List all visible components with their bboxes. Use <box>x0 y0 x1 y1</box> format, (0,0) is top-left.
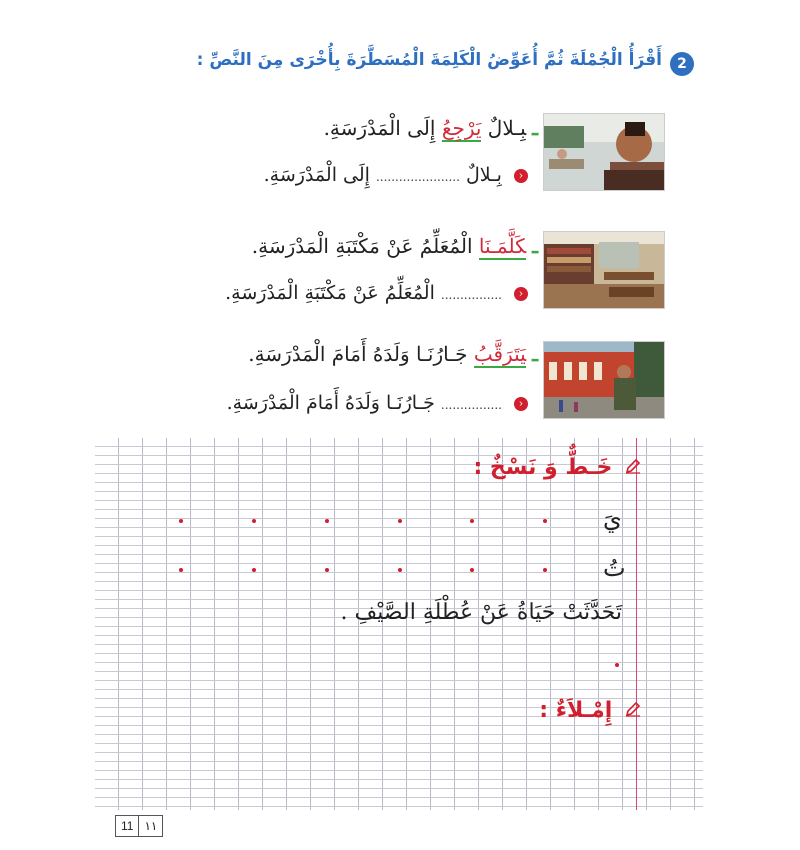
guide-dot <box>470 568 474 572</box>
dash-bullet: ـ <box>532 116 538 140</box>
guide-dot <box>543 519 547 523</box>
practice-letter-ta: تُ <box>603 554 626 582</box>
pencil-icon <box>624 456 642 481</box>
blank-part: بِـلالٌ <box>465 164 502 186</box>
exercise-1-sentence <box>324 116 538 140</box>
underlined-word: يَتَرَقَّبُ <box>473 342 527 366</box>
guide-dot <box>398 519 402 523</box>
guide-dot <box>325 519 329 523</box>
guide-dot <box>615 663 619 667</box>
page-number-latin: 11 <box>116 816 139 836</box>
page-number-box <box>115 815 163 837</box>
exercise-1-blank <box>264 164 528 186</box>
page-number-arabic: ١١ <box>144 819 158 833</box>
exercise-2-blank <box>225 282 528 304</box>
sentence-part: بِـلالٌ <box>487 116 527 140</box>
photo-school-library <box>543 231 665 309</box>
instruction-header <box>196 50 687 72</box>
writing-title-text: خَـطٌّ وَ نَسْخٌ : <box>473 455 613 480</box>
photo-boy-in-classroom <box>543 113 665 191</box>
pencil-icon <box>624 699 642 724</box>
guide-dot <box>179 568 183 572</box>
blank-part: جَـارُنَـا وَلَدَهُ أَمَامَ الْمَدْرَسَةِ. <box>226 392 435 414</box>
dash-bullet: ـ <box>532 234 538 258</box>
writing-section-title <box>473 455 642 481</box>
guide-dot <box>325 568 329 572</box>
exercise-2-sentence <box>252 234 538 258</box>
fill-in-dots[interactable]: ................ <box>440 398 502 412</box>
guide-dot <box>179 519 183 523</box>
guide-dot <box>470 519 474 523</box>
photo-school-building <box>543 341 665 419</box>
underlined-word: يَرْجِعُ <box>441 116 482 140</box>
sentence-part: إِلَى الْمَدْرَسَةِ. <box>323 116 436 140</box>
dash-bullet: ـ <box>532 342 538 366</box>
underlined-word: كَلَّمَـنَا <box>478 234 527 258</box>
arrow-bullet-icon: ‹ <box>514 397 528 411</box>
exercise-number-badge: 2 <box>670 52 694 76</box>
exercise-3-sentence <box>248 342 538 366</box>
fill-in-dots[interactable]: ................ <box>440 288 502 302</box>
dictation-title-text: إِمْـلاَءٌ : <box>539 698 613 723</box>
instruction-text: أَقْرَأُ الْجُمْلَةَ ثُمَّ أُعَوِّضُ الْكَلِمَةَ الْمُسَطَّرَةَ بِأُخْرَى مِنَ النَّصِّ : <box>196 50 662 70</box>
blank-part: إِلَى الْمَدْرَسَةِ. <box>263 164 370 186</box>
dictation-section-title <box>539 698 642 724</box>
guide-dot <box>252 568 256 572</box>
fill-in-dots[interactable]: ...................... <box>375 170 460 184</box>
practice-letter-ya: يَ <box>603 505 622 533</box>
sentence-part: جَـارُنَـا وَلَدَهُ أَمَامَ الْمَدْرَسَةِ. <box>248 342 468 366</box>
copy-sentence: تَحَدَّثَتْ حَيَاةُ عَنْ عُطْلَةِ الصَّيْفِ . <box>340 600 622 625</box>
guide-dot <box>252 519 256 523</box>
margin-line <box>636 438 637 810</box>
guide-dot <box>398 568 402 572</box>
arrow-bullet-icon: ‹ <box>514 169 528 183</box>
exercise-3-blank <box>227 392 528 414</box>
guide-dot <box>543 568 547 572</box>
sentence-part: الْمُعَلِّمُ عَنْ مَكْتَبَةِ الْمَدْرَسَةِ. <box>251 234 473 258</box>
arrow-bullet-icon: ‹ <box>514 287 528 301</box>
blank-part: الْمُعَلِّمُ عَنْ مَكْتَبَةِ الْمَدْرَسَةِ. <box>225 282 435 304</box>
